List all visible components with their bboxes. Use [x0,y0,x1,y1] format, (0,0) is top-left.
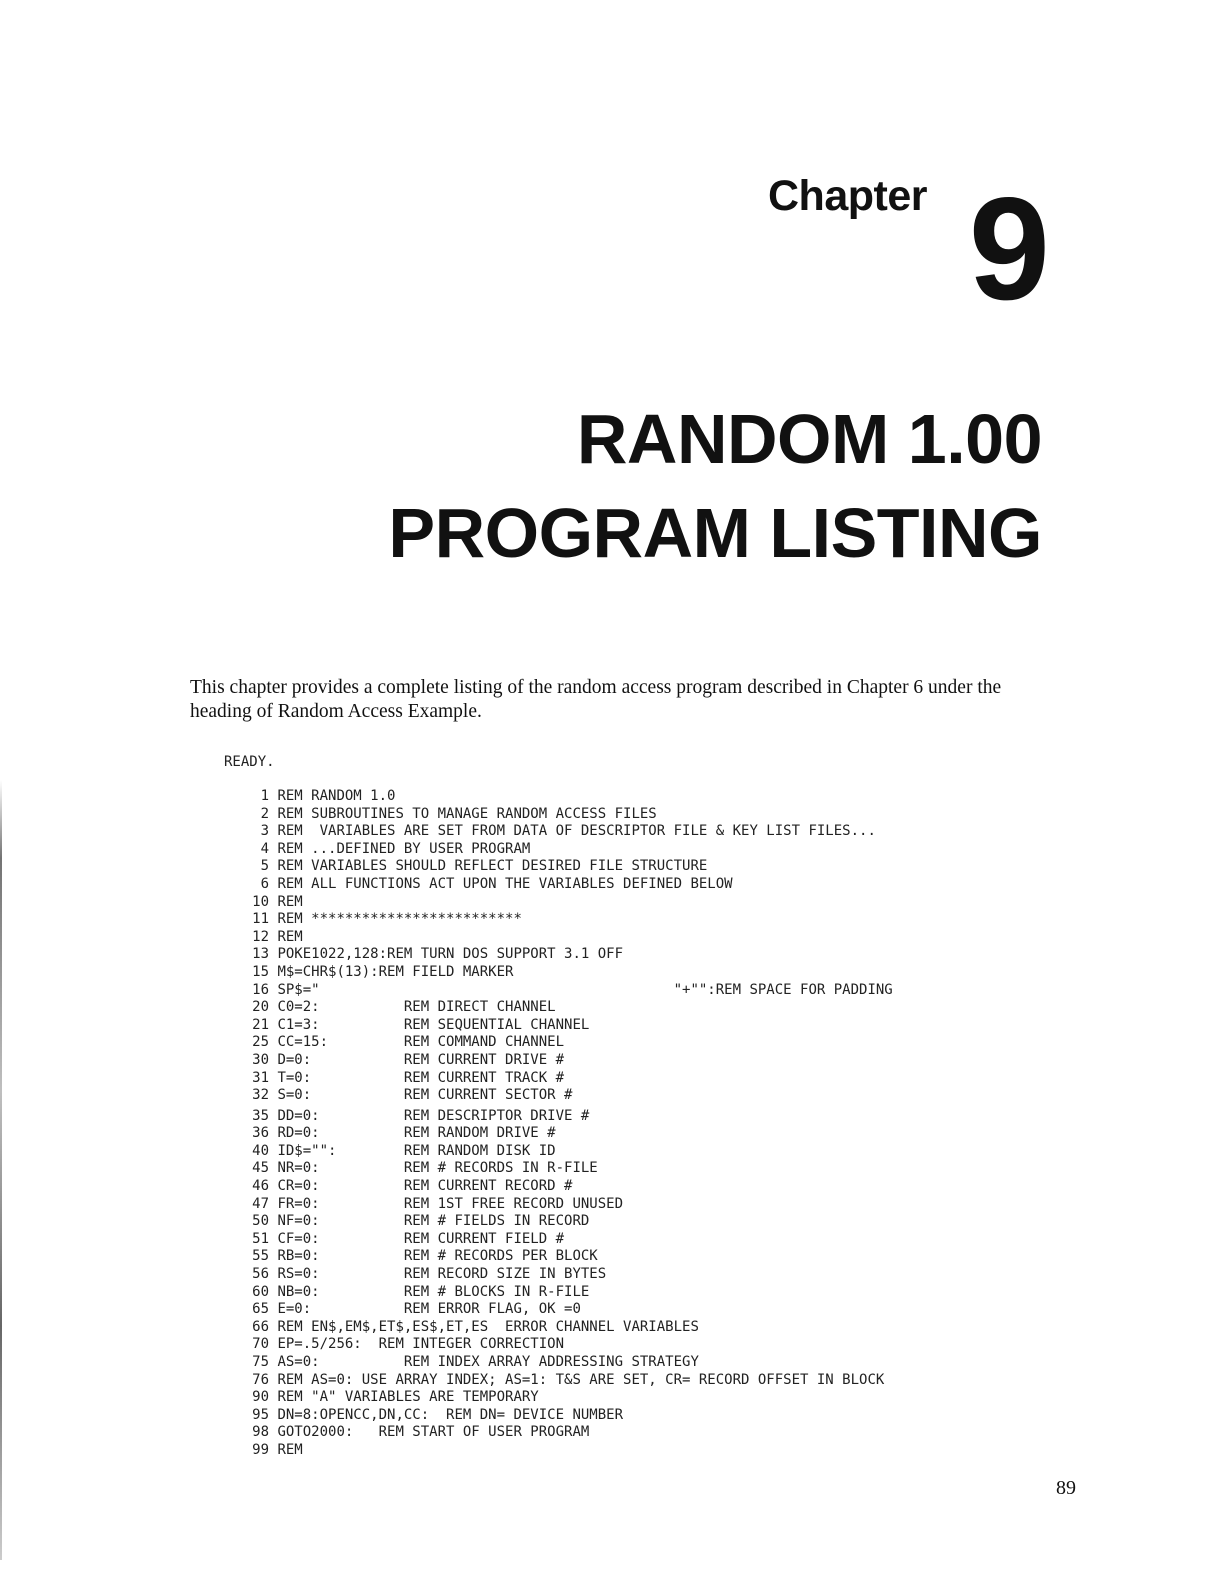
line-code: CF=0: REM CURRENT FIELD # [277,1230,565,1247]
listing-line [243,1407,893,1425]
listing-line [243,1301,893,1319]
line-number: 35 [252,1107,269,1124]
listing-line [243,1284,893,1302]
listing-line [243,1087,893,1105]
listing-line [243,1017,893,1035]
line-code: REM [277,1441,303,1458]
line-code: REM ALL FUNCTIONS ACT UPON THE VARIABLES DEFINED BELOW [277,875,733,892]
line-number: 46 [252,1178,269,1195]
line-number: 2 [260,805,269,822]
line-code: REM VARIABLES SHOULD REFLECT DESIRED FILE STRUCTURE [277,858,708,875]
line-code: CC=15: REM COMMAND CHANNEL [277,1034,565,1051]
line-number: 99 [252,1441,269,1458]
line-code: GOTO2000: REM START OF USER PROGRAM [277,1424,590,1441]
listing-line [243,1389,893,1407]
line-code: CR=0: REM CURRENT RECORD # [277,1178,573,1195]
listing-line [243,1034,893,1052]
listing-line [243,1336,893,1354]
line-code: EP=.5/256: REM INTEGER CORRECTION [277,1336,565,1353]
line-number: 21 [252,1016,269,1033]
line-number: 47 [252,1195,269,1212]
line-number: 98 [252,1424,269,1441]
listing-line [243,1231,893,1249]
listing-line [243,1125,893,1143]
chapter-title-line-2: PROGRAM LISTING [388,494,1042,572]
listing-line [243,1248,893,1266]
program-listing [243,788,893,1460]
line-code: M$=CHR$(13):REM FIELD MARKER [277,963,514,980]
line-number: 30 [252,1051,269,1068]
intro-paragraph: This chapter provides a complete listing of the random access program described in Chapter 6 under the heading of Random Access Example. [190,677,1002,722]
line-number: 20 [252,999,269,1016]
line-code: T=0: REM CURRENT TRACK # [277,1069,565,1086]
line-number: 25 [252,1034,269,1051]
line-code: NF=0: REM # FIELDS IN RECORD [277,1213,590,1230]
listing-line [243,1354,893,1372]
line-number: 51 [252,1230,269,1247]
line-number: 12 [252,928,269,945]
line-code: S=0: REM CURRENT SECTOR # [277,1087,573,1104]
chapter-number: 9 [968,167,1050,330]
line-code: C1=3: REM SEQUENTIAL CHANNEL [277,1016,590,1033]
line-number: 13 [252,946,269,963]
listing-line [243,999,893,1017]
page-binding-edge [0,780,2,1560]
line-number: 5 [260,858,269,875]
line-code: REM ...DEFINED BY USER PROGRAM [277,840,531,857]
listing-line [243,858,893,876]
listing-line [243,964,893,982]
line-number: 90 [252,1389,269,1406]
line-number: 40 [252,1142,269,1159]
listing-line [243,946,893,964]
line-number: 65 [252,1301,269,1318]
line-number: 45 [252,1160,269,1177]
line-code: REM [277,893,303,910]
listing-line [243,1196,893,1214]
line-code: POKE1022,128:REM TURN DOS SUPPORT 3.1 OFF [277,946,624,963]
line-code: NB=0: REM # BLOCKS IN R-FILE [277,1283,590,1300]
line-code: E=0: REM ERROR FLAG, OK =0 [277,1301,581,1318]
listing-line [243,1213,893,1231]
line-number: 95 [252,1406,269,1423]
line-number: 66 [252,1318,269,1335]
line-code: REM VARIABLES ARE SET FROM DATA OF DESCRIPTOR FILE & KEY LIST FILES... [277,823,876,840]
line-code: REM ************************* [277,911,522,928]
listing-line [243,1424,893,1442]
listing-line [243,788,893,806]
listing-line [243,1108,893,1126]
line-number: 70 [252,1336,269,1353]
listing-line [243,1442,893,1460]
line-code: RS=0: REM RECORD SIZE IN BYTES [277,1266,607,1283]
listing-line [243,894,893,912]
line-code: DD=0: REM DESCRIPTOR DRIVE # [277,1107,590,1124]
line-code: D=0: REM CURRENT DRIVE # [277,1051,565,1068]
line-number: 15 [252,963,269,980]
line-code: DN=8:OPENCC,DN,CC: REM DN= DEVICE NUMBER [277,1406,624,1423]
line-number: 55 [252,1248,269,1265]
line-code: REM [277,928,303,945]
listing-line [243,841,893,859]
line-code: ID$="": REM RANDOM DISK ID [277,1142,556,1159]
line-code: REM EN$,EM$,ET$,ES$,ET,ES ERROR CHANNEL VARIABLES [277,1318,699,1335]
listing-line [243,1070,893,1088]
line-code: RD=0: REM RANDOM DRIVE # [277,1125,556,1142]
listing-line [243,1372,893,1390]
line-number: 50 [252,1213,269,1230]
listing-line [243,1160,893,1178]
chapter-label: Chapter [768,172,927,220]
line-number: 16 [252,981,269,998]
listing-line [243,1319,893,1337]
line-code: REM SUBROUTINES TO MANAGE RANDOM ACCESS FILES [277,805,657,822]
line-number: 11 [252,911,269,928]
listing-line [243,1143,893,1161]
line-code: C0=2: REM DIRECT CHANNEL [277,999,556,1016]
page-number: 89 [1056,1477,1076,1499]
line-number: 3 [260,823,269,840]
line-number: 31 [252,1069,269,1086]
line-code: RB=0: REM # RECORDS PER BLOCK [277,1248,598,1265]
listing-line [243,1266,893,1284]
line-code: REM AS=0: USE ARRAY INDEX; AS=1: T&S ARE SET, CR= RECORD OFFSET IN BLOCK [277,1371,885,1388]
listing-line [243,929,893,947]
listing-line [243,911,893,929]
listing-line [243,982,893,1000]
line-code: SP$=" "+"":REM SPACE FOR PADDING [277,981,893,998]
line-code: REM "A" VARIABLES ARE TEMPORARY [277,1389,539,1406]
listing-line [243,1052,893,1070]
line-code: REM RANDOM 1.0 [277,788,396,804]
line-number: 60 [252,1283,269,1300]
chapter-title-line-1: RANDOM 1.00 [576,400,1042,478]
line-number: 36 [252,1125,269,1142]
line-code: AS=0: REM INDEX ARRAY ADDRESSING STRATEGY [277,1354,699,1370]
listing-line [243,1178,893,1196]
line-number: 56 [252,1266,269,1283]
line-number: 32 [252,1087,269,1104]
line-number: 4 [260,840,269,857]
line-number: 76 [252,1371,269,1388]
line-number: 10 [252,893,269,910]
line-code: NR=0: REM # RECORDS IN R-FILE [277,1160,598,1177]
line-code: FR=0: REM 1ST FREE RECORD UNUSED [277,1195,624,1212]
chapter-title [330,392,1042,580]
ready-prompt: READY. [224,754,275,770]
line-number: 1 [260,788,269,804]
listing-line [243,876,893,894]
listing-line [243,823,893,841]
listing-line [243,806,893,824]
line-number: 75 [252,1354,269,1370]
line-number: 6 [260,875,269,892]
